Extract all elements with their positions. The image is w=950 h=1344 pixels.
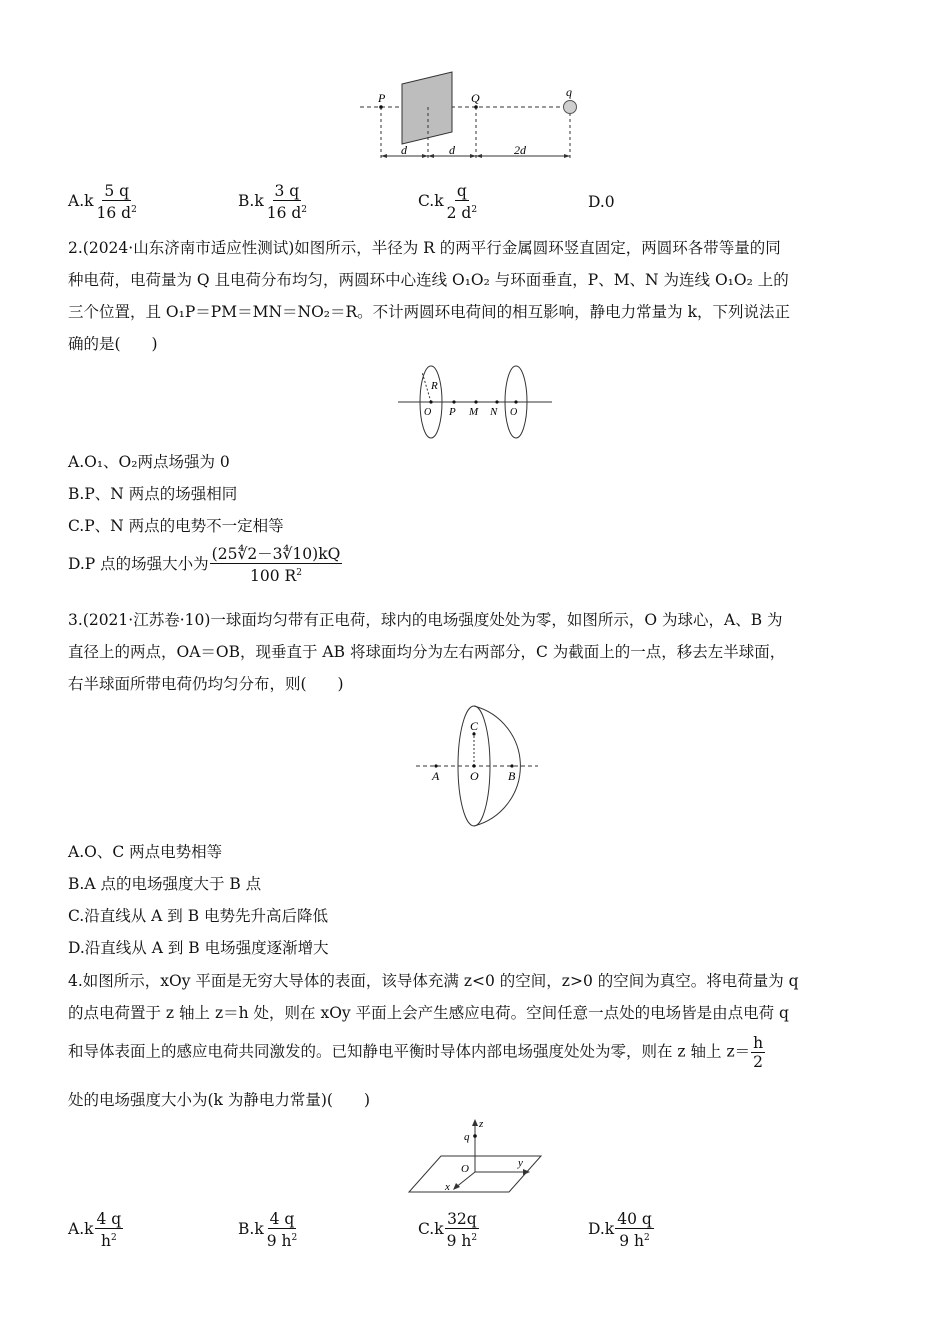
q2-option-c[interactable]: C.P、N 两点的电势不一定相等	[68, 517, 284, 535]
q2-stem-line4: 确的是( )	[68, 335, 158, 353]
label-x: x	[445, 1181, 450, 1193]
q3-stem-line1: 3.(2021·江苏卷·10)一球面均匀带有正电荷，球内的电场强度处处为零，如图所示，O 为球心，A、B 为	[68, 611, 783, 629]
q2-option-b[interactable]: B.P、N 两点的场强相同	[68, 485, 238, 503]
q1-option-c[interactable]: C.k $\frac{q}{2 d^2}$	[418, 182, 478, 223]
label-p: P	[378, 91, 386, 105]
q4-stem-line2: 的点电荷置于 z 轴上 z＝h 处，则在 xOy 平面上会产生感应电荷。空间任意一点处的电场皆是由点电荷 q	[68, 1004, 789, 1022]
q4-stem-line4: 处的电场强度大小为(k 为静电力常量)( )	[68, 1091, 371, 1109]
label-z: z	[479, 1118, 484, 1130]
figure-half-sphere	[416, 704, 540, 830]
label-2d: 2d	[514, 143, 526, 157]
figure-two-rings	[398, 362, 554, 442]
q2-stem-line1: 2.(2024·山东济南市适应性测试)如图所示，半径为 R 的两平行金属圆环竖直固定，两圆环各带等量的同	[68, 239, 781, 257]
q3-option-b[interactable]: B.A 点的电场强度大于 B 点	[68, 875, 262, 893]
q3-option-d[interactable]: D.沿直线从 A 到 B 电场强度逐渐增大	[68, 939, 329, 957]
label-o1: O	[424, 407, 432, 418]
label-d2: d	[449, 143, 455, 157]
label-d1: d	[401, 143, 407, 157]
q3-option-c[interactable]: C.沿直线从 A 到 B 电势先升高后降低	[68, 907, 329, 925]
label-q-charge: q	[566, 85, 572, 99]
figure-conductor-plane	[405, 1116, 545, 1196]
label-q: q	[464, 1131, 470, 1143]
q1-option-b[interactable]: B.k $\frac{3 q}{16 d^2}$	[238, 182, 308, 223]
q3-option-a[interactable]: A.O、C 两点电势相等	[68, 843, 223, 861]
q2-option-a[interactable]: A.O₁、O₂两点场强为 0	[68, 453, 230, 471]
label-o2: O	[510, 407, 518, 418]
label-n: N	[490, 406, 498, 418]
q4-option-b[interactable]: B.k $\frac{4 q}{9 h^2}$	[238, 1210, 298, 1251]
label-a: A	[432, 769, 440, 783]
q1-option-d[interactable]: D.0	[588, 193, 615, 211]
q3-stem-line3: 右半球面所带电荷仍均匀分布，则( )	[68, 675, 344, 693]
label-p: P	[449, 406, 456, 418]
label-r: R	[431, 380, 438, 392]
q4-option-a[interactable]: A.k $\frac{4 q}{h^2}$	[68, 1210, 122, 1251]
label-o: O	[461, 1163, 469, 1175]
q4-stem-line3: 和导体表面上的感应电荷共同激发的。已知静电平衡时导体内部电场强度处处为零，则在 z 轴上 z＝ $\frac{h}{2}$	[68, 1034, 764, 1071]
label-m: M	[469, 406, 479, 418]
q2-stem-line2: 种电荷，电荷量为 Q 且电荷分布均匀，两圆环中心连线 O₁O₂ 与环面垂直，P、M、N 为连线 O₁O₂ 上的	[68, 271, 789, 289]
q2-option-d[interactable]: D.P 点的场强大小为 $\frac{(25∜2-3∜10)kQ}{100 R^2}$	[68, 545, 341, 586]
q4-option-c[interactable]: C.k $\frac{32q}{9 h^2}$	[418, 1210, 478, 1251]
q2-stem-line3: 三个位置，且 O₁P＝PM＝MN＝NO₂＝R。不计两圆环电荷间的相互影响，静电力常量为 k，下列说法正	[68, 303, 790, 321]
label-y: y	[518, 1157, 523, 1169]
q3-stem-line2: 直径上的两点，OA＝OB，现垂直于 AB 将球面均分为左右两部分，C 为截面上的一点，移去左半球面，	[68, 643, 786, 661]
label-q-point: Q	[471, 91, 480, 105]
label-c: C	[470, 719, 479, 733]
figure-plate-charge	[360, 68, 590, 163]
q1-option-a[interactable]: A.k $\frac{5 q}{16 d^2}$	[68, 182, 137, 223]
label-b: B	[508, 769, 516, 783]
label-o: O	[470, 769, 479, 783]
q4-option-d[interactable]: D.k $\frac{40 q}{9 h^2}$	[588, 1210, 652, 1251]
q4-stem-line1: 4.如图所示，xOy 平面是无穷大导体的表面，该导体充满 z<0 的空间，z>0 的空间为真空。将电荷量为 q	[68, 972, 799, 990]
